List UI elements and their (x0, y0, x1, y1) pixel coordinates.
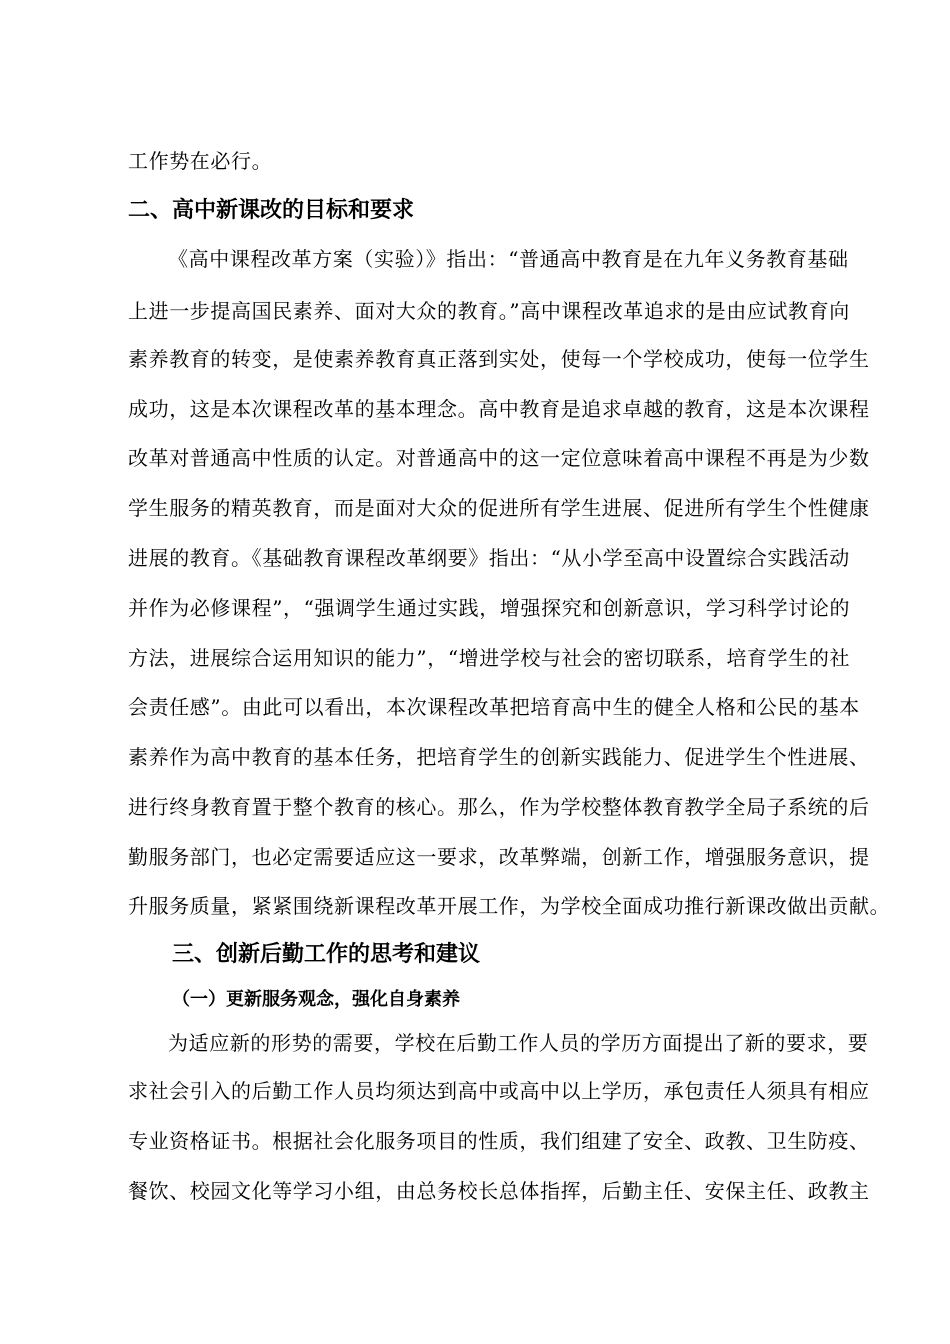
paragraph-line: 并作为必修课程”，“强调学生通过实践，增强探究和创新意识，学习科学讨论的 (128, 596, 851, 620)
paragraph-line: 上进一步提高国民素养、面对大众的教育。”高中课程改革追求的是由应试教育向 (128, 299, 850, 323)
paragraph-line: 会责任感”。由此可以看出，本次课程改革把培育高中生的健全人格和公民的基本 (128, 695, 860, 719)
paragraph-line: 方法，进展综合运用知识的能力”，“增进学校与社会的密切联系，培育学生的社 (128, 646, 851, 670)
subsection-heading: （一）更新服务观念，强化自身素养 (172, 989, 460, 1010)
paragraph-line: 改革对普通高中性质的认定。对普通高中的这一定位意味着高中课程不再是为少数 (128, 446, 870, 470)
paragraph-line: 勤服务部门，也必定需要适应这一要求，改革弊端，创新工作，增强服务意识，提 (128, 845, 870, 869)
paragraph-line: 专业资格证书。根据社会化服务项目的性质，我们组建了安全、政教、卫生防疫、 (128, 1129, 870, 1153)
paragraph-line: 进行终身教育置于整个教育的核心。那么，作为学校整体教育教学全局子系统的后 (128, 795, 870, 819)
paragraph-line: 求社会引入的后勤工作人员均须达到高中或高中以上学历，承包责任人须具有相应 (128, 1079, 870, 1103)
paragraph-line: 素养教育的转变，是使素养教育真正落到实处，使每一个学校成功，使每一位学生 (128, 347, 870, 371)
paragraph-line: 升服务质量，紧紧围绕新课程改革开展工作，为学校全面成功推行新课改做出贡献。 (128, 894, 891, 918)
paragraph-line: 素养作为高中教育的基本任务，把培育学生的创新实践能力、促进学生个性进展、 (128, 745, 870, 769)
paragraph-line: 学生服务的精英教育，而是面对大众的促进所有学生进展、促进所有学生个性健康 (128, 496, 870, 520)
paragraph-line: 餐饮、校园文化等学习小组，由总务校长总体指挥，后勤主任、安保主任、政教主 (128, 1179, 870, 1203)
paragraph-line: 《高中课程改革方案（实验）》指出：“普通高中教育是在九年义务教育基础 (168, 247, 849, 271)
section-heading: 二、高中新课改的目标和要求 (128, 198, 415, 223)
paragraph-line: 工作势在必行。 (128, 149, 273, 173)
paragraph-line: 进展的教育。《基础教育课程改革纲要》指出：“从小学至高中设置综合实践活动 (128, 546, 850, 570)
paragraph-line: 为适应新的形势的需要，学校在后勤工作人员的学历方面提出了新的要求，要 (168, 1031, 869, 1055)
section-heading: 三、创新后勤工作的思考和建议 (172, 942, 481, 967)
paragraph-line: 成功，这是本次课程改革的基本理念。高中教育是追求卓越的教育，这是本次课程 (128, 397, 870, 421)
